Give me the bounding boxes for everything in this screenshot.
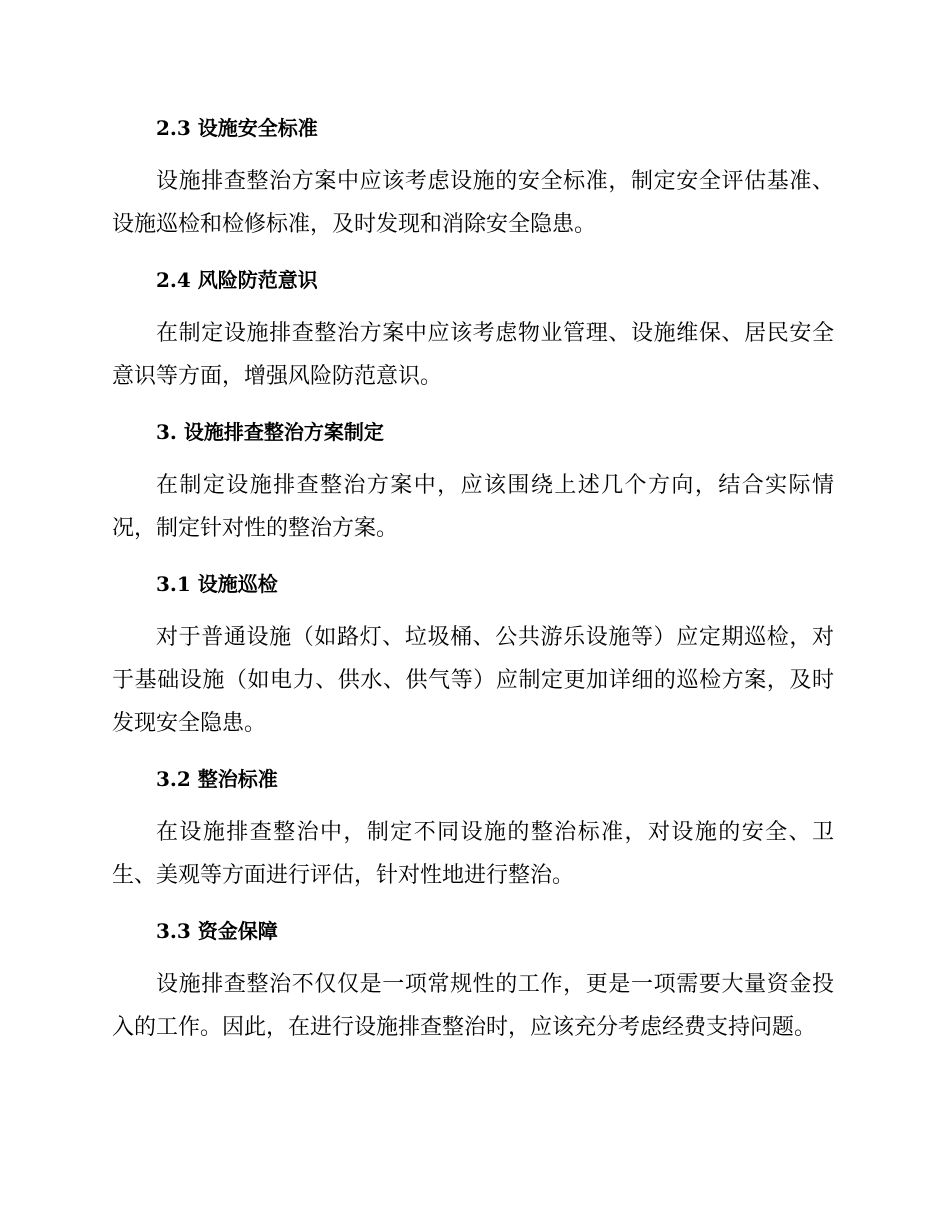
section-paragraph-2-3: 设施排查整治方案中应该考虑设施的安全标准，制定安全评估基准、设施巡检和检修标准，及时发现和消除安全隐患。 xyxy=(112,169,834,237)
section-paragraph-3-2: 在设施排查整治中，制定不同设施的整治标准，对设施的安全、卫生、美观等方面进行评估，针对性地进行整治。 xyxy=(112,820,834,888)
section-heading-3-2: 3.2 整治标准 xyxy=(156,767,278,791)
section-heading-3-3: 3.3 资金保障 xyxy=(156,919,278,943)
section-heading-3-1: 3.1 设施巡检 xyxy=(156,572,278,596)
section-heading-2-3: 2.3 设施安全标准 xyxy=(156,116,318,140)
section-paragraph-3-3: 设施排查整治不仅仅是一项常规性的工作，更是一项需要大量资金投入的工作。因此，在进行设施排查整治时，应该充分考虑经费支持问题。 xyxy=(112,972,834,1040)
section-heading-2-4: 2.4 风险防范意识 xyxy=(156,268,318,292)
section-paragraph-3: 在制定设施排查整治方案中，应该围绕上述几个方向，结合实际情况，制定针对性的整治方案。 xyxy=(112,473,834,541)
document-page xyxy=(112,108,834,1063)
section-paragraph-3-1: 对于普通设施（如路灯、垃圾桶、公共游乐设施等）应定期巡检，对于基础设施（如电力、供水、供气等）应制定更加详细的巡检方案，及时发现安全隐患。 xyxy=(112,625,834,736)
section-heading-3: 3. 设施排查整治方案制定 xyxy=(156,420,384,444)
section-paragraph-2-4: 在制定设施排查整治方案中应该考虑物业管理、设施维保、居民安全意识等方面，增强风险防范意识。 xyxy=(112,321,834,389)
